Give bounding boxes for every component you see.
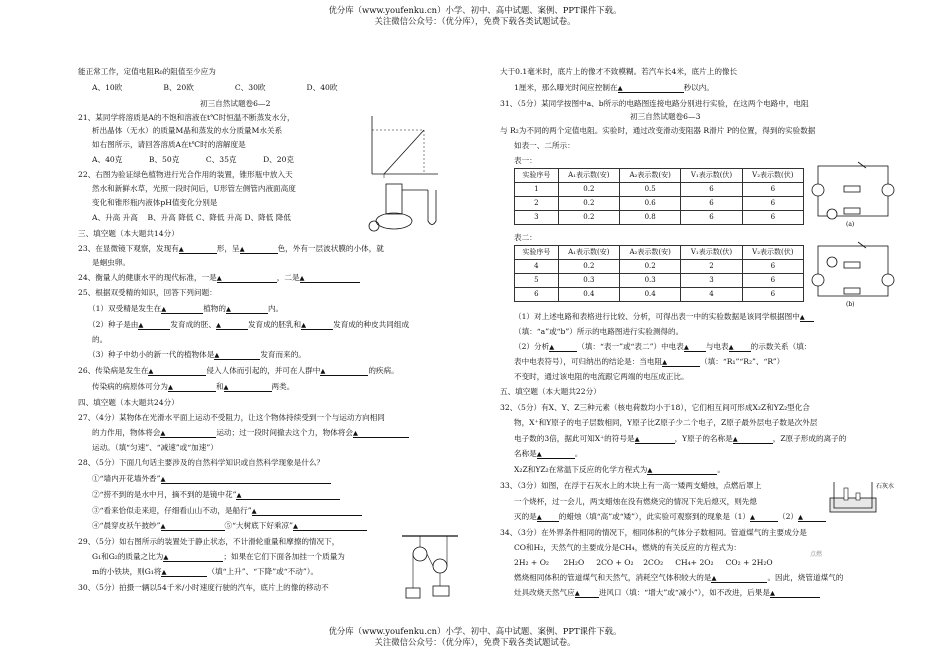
q29-text-d: m的小铁块，则G₁将 — [92, 567, 162, 576]
q31-2-text-d: 的示数关系（填： — [750, 342, 812, 351]
section-4-title: 四、填空题（本大题共24分） — [78, 398, 179, 407]
table-2-cell: 0.4 — [558, 288, 619, 302]
q31-2-line — [514, 342, 811, 352]
q23-text-b: 形，呈 — [216, 244, 240, 253]
q22-line-b: 然水和新鲜水草，光照一段时间后，U形管左侧管内液面高度 — [92, 184, 296, 193]
table-1-cell: 0.8 — [620, 211, 681, 225]
circuit-a-label: (a) — [846, 221, 855, 228]
q33-line-a: 33、（3分）如图，在浮于石灰水上的木块上有一高一矮两支蜡烛，点燃后罩上 — [500, 481, 762, 490]
q22-options: A、升高 升高 B、升高 降低 C、降低 升高 D、降低 降低 — [92, 213, 291, 222]
q25-3-blank[interactable]: ▲ — [214, 350, 260, 360]
table-1-header-cell: A₁表示数(安) — [558, 169, 619, 183]
q26-line-2 — [92, 382, 294, 392]
q23-text-c: 色，外有一层波状膜的小体，就 — [277, 244, 384, 253]
pulley-figure — [396, 532, 462, 608]
q32-text-h: X₂Z和YZ₂在常温下反应的化学方程式为 — [514, 465, 648, 474]
q33-line-c — [514, 512, 826, 522]
q25-3 — [88, 350, 306, 360]
q26-text-f: 两类。 — [271, 382, 295, 391]
table-1-header-cell: V₂表示数(伏) — [742, 169, 803, 183]
q31-line-b: 与 R₂为不同的两个定值电阻。实验时，通过改变滑动变阻器 R滑片 P的位置，得到的实验数据 — [500, 126, 816, 135]
q26-text-d: 传染病的病原体可分为 — [92, 382, 168, 391]
table-2-cell: 6 — [515, 288, 559, 302]
q33-text-c: 灭的是 — [514, 512, 537, 521]
data-table-2 — [514, 245, 804, 302]
table-2-header-cell: V₂表示数(伏) — [742, 246, 803, 260]
q26-blank-2[interactable]: ▲ — [320, 366, 368, 376]
q30-text-a: 1厘米，那么曝光时间应控制在 — [514, 83, 618, 92]
q22-line-c: 变化和锥形瓶内液体pH值变化分别是 — [92, 198, 218, 207]
q32-line-f — [514, 449, 582, 459]
q32-blank-3[interactable]: ▲ — [537, 449, 575, 459]
table-2-cell: 0.2 — [558, 260, 619, 274]
q24-text-b: ，二是 — [276, 273, 300, 282]
q23-line — [78, 244, 384, 254]
q33-blank-2[interactable]: ▲ — [750, 512, 778, 522]
table-2-row — [515, 274, 804, 288]
q29-blank-2[interactable]: ▲ — [161, 567, 207, 577]
page-number-2: 初三自然试题卷6—2 — [200, 99, 271, 108]
q32-line-a: 32、（5分）有X、Y、Z三种元素（核电荷数均小于18），它们相互间可形成X₂Z和YZ₂型化合 — [500, 403, 810, 412]
table-2-header-cell: A₁表示数(安) — [558, 246, 619, 260]
q28-2-blank[interactable]: ▲ — [236, 490, 340, 500]
table-2-row — [515, 260, 804, 274]
q29-text-c: ；如果在它们下面各加挂一个质量为 — [223, 552, 345, 561]
q24-text-a: 24、衡量人的健康水平的现代标准，一是 — [78, 273, 217, 282]
q25-title: 25、根据双受精的知识，回答下列问题： — [78, 288, 217, 297]
q25-1-text-c: 内。 — [267, 304, 284, 313]
q28-item-2 — [92, 490, 340, 500]
q32-line-h — [514, 465, 725, 475]
q27-text-c: 运动；过一段时间撤去这个力，物体将会 — [216, 428, 354, 437]
table-1-cell: 3 — [515, 211, 559, 225]
q24-blank-2[interactable]: ▲ — [300, 273, 360, 283]
q28-1-text: ①“墙内开花墙外香” — [92, 474, 161, 483]
table-1-row — [515, 197, 804, 211]
q27-blank-1[interactable]: ▲ — [160, 428, 216, 438]
table-2-cell: 6 — [742, 288, 803, 302]
circuit-figure-a — [808, 156, 898, 228]
q30-line: 30、（5分）拍摄一辆以54千米/小时速度行驶的汽车，底片上的像的移动不 — [78, 583, 329, 592]
q23-blank-2[interactable]: ▲ — [240, 244, 278, 254]
q31-1-blank[interactable]: ▲ — [800, 312, 814, 322]
q34-line-b: CO和H₂，天然气的主要成分是CH₄，燃烧的有关反应的方程式为： — [514, 543, 742, 552]
q32-text-i: 。 — [717, 465, 725, 474]
q26-blank-1[interactable]: ▲ — [148, 366, 206, 376]
data-table-1 — [514, 168, 804, 225]
table-1-cell: 6 — [742, 211, 803, 225]
q28-2-text: ②“捞不到的是水中月，摘不到的是镜中花” — [92, 490, 237, 499]
q34-text-e: 。因此，烧管道煤气的 — [767, 573, 844, 582]
q23-text-a: 23、在显微镜下观察，发现有 — [78, 244, 179, 253]
q34-line-d — [514, 573, 843, 583]
q29-text-b: G₁和G₂的质量之比为 — [92, 552, 164, 561]
footer-line-2: 关注微信公众号：（优分库），免费下载各类试题试卷。 — [374, 637, 576, 648]
ignite-label: 点燃 — [810, 551, 823, 558]
q34-equations: 2H₂ + O₂ 2H₂O 2CO + O₂ 2CO₂ CH₄+ 2O₂ CO₂ + 2H₂O — [514, 558, 773, 567]
q21-options: A、40克 B、50克 C、35克 D、20克 — [92, 155, 295, 164]
q25-2 — [88, 320, 409, 330]
table-1-cell: 0.2 — [558, 211, 619, 225]
header-line-2: 关注微信公众号：（优分库），免费下载各类试题试卷。 — [374, 16, 576, 27]
q32-blank-1[interactable]: ▲ — [635, 434, 675, 444]
table-1-cell: 0.5 — [620, 183, 681, 197]
q34-text-g: 进风口（填：“增大”或“减小”），如不改进，后果是 — [598, 588, 770, 597]
q21-line-c: 如右图所示，请回答溶质A在t℃时的溶解度是 — [92, 140, 246, 149]
q34-blank-2[interactable]: ▲ — [575, 588, 599, 598]
q25-3-text-a: （3）种子中幼小的新一代的植物体是 — [88, 350, 215, 359]
q26-blank-4[interactable]: ▲ — [224, 382, 272, 392]
candle-beaker-figure — [826, 478, 902, 514]
table-2-cell: 0.3 — [558, 274, 619, 288]
section-3-title: 三、填空题（本大题共14分） — [78, 229, 179, 238]
right-line-1: 大于0.1毫米时，底片上的像才不致模糊。若汽车长4米，底片上的像长 — [500, 67, 738, 76]
table-2-row — [515, 288, 804, 302]
table-1-header-cell: 实验序号 — [515, 169, 559, 183]
table-1-cell: 2 — [515, 197, 559, 211]
q27-line-a: 27、（4分）某物体在光滑水平面上运动不受阻力，让这个物体持续受到一个与运动方向相同 — [78, 413, 385, 422]
q28-5-blank[interactable]: ▲ — [293, 521, 367, 531]
table-1-cell: 0.6 — [620, 197, 681, 211]
table-1-header-cell: V₁表示数(伏) — [681, 169, 742, 183]
table-1-cell: 6 — [681, 197, 742, 211]
table-2-header-row — [515, 246, 804, 260]
q34-text-f: 灶具改烧天然气应 — [514, 588, 575, 597]
table-2-label: 表二： — [514, 233, 537, 242]
q25-3-text-b: 发育而来的。 — [260, 350, 306, 359]
q30-blank[interactable]: ▲ — [618, 83, 684, 93]
q31-2-text-a: （2）分析 — [514, 342, 550, 351]
q31-1-line-b: （填：“a”或“b”）所示的电路图进行实验测得的。 — [514, 327, 684, 336]
left-line-1: 能正常工作，定值电阻R₀的阻值至少应为 — [78, 67, 216, 76]
q31-2-line-g: 不变时，通过该电阻的电流跟它两端的电压成正比。 — [514, 372, 689, 381]
table-2-cell: 0.4 — [620, 288, 681, 302]
q30-text-b: 秒以内。 — [683, 83, 714, 92]
q34-blank-1[interactable]: ▲ — [711, 573, 767, 583]
q31-2-blank-2[interactable]: ▲ — [684, 342, 706, 352]
q26-line-1 — [78, 366, 399, 376]
q28-3-text: ③“看来恰似走来迎，仔细看山山不动，是船行” — [92, 506, 252, 515]
solubility-graph-figure — [362, 112, 442, 182]
table-1-header-cell: A₂表示数(安) — [620, 169, 681, 183]
q25-2-blank-2[interactable]: ▲ — [216, 320, 248, 330]
q31-2-text-e: 表中电表符号），可归纳出的结论是：当电阻 — [514, 357, 663, 366]
q32-text-g: 。 — [574, 449, 583, 458]
left-options-20: A、10欧 B、20欧 C、30欧 D、40欧 — [92, 83, 338, 92]
q25-2-text-a: （2）种子是由 — [88, 320, 139, 329]
q32-text-f: 名称是 — [514, 449, 537, 458]
table-1-cell: 0.2 — [558, 197, 619, 211]
q34-line-a: 34、（3分）在外界条件相同的情况下，相同体积的气体分子数相同。管道煤气的主要成分是 — [500, 528, 807, 537]
q25-1-text-a: （1）双受精是发生在 — [88, 304, 162, 313]
q24-line — [78, 273, 360, 283]
q31-1-line — [514, 312, 814, 322]
table-1-header-row — [515, 169, 804, 183]
q34-text-d: 燃烧相同体积的管道煤气和天然气，消耗空气体积较大的是 — [514, 573, 712, 582]
q29-line-a: 29、（5分）如右图所示的装置处于静止状态，不计滑轮重量和摩擦的情况下， — [78, 537, 340, 546]
table-1-cell: 6 — [681, 183, 742, 197]
q31-2-blank-4[interactable]: ▲ — [662, 357, 700, 367]
q34-blank-3[interactable]: ▲ — [770, 588, 820, 598]
table-2-cell: 4 — [681, 288, 742, 302]
circuit-b-label: (b) — [846, 301, 855, 308]
q26-text-c: 的疾病。 — [368, 366, 399, 375]
candle-figure-label: 石灰水 — [876, 483, 895, 490]
q25-1-text-b: 植物的 — [203, 304, 226, 313]
q28-item-3 — [92, 506, 362, 516]
circuit-figure-b — [808, 236, 898, 308]
table-2-header-cell: A₂表示数(安) — [620, 246, 681, 260]
q26-text-e: 和 — [215, 382, 224, 391]
table-1-cell: 1 — [515, 183, 559, 197]
q28-title: 28、（5分）下面几句话主要涉及的自然科学知识或自然科学现象是什么？ — [78, 458, 325, 467]
table-2-cell: 4 — [515, 260, 559, 274]
q32-text-d: ，Y原子的名称是 — [674, 434, 733, 443]
q28-item-1 — [92, 474, 331, 484]
footer-line-1: 优分库（www.youfenku.cn）小学、初中、高中试题、案例、PPT课件下载。 — [328, 626, 622, 636]
q32-line-c — [514, 434, 846, 444]
q25-2-text-c: 发育成的胚乳和 — [247, 320, 302, 329]
q23-blank-1[interactable]: ▲ — [179, 244, 217, 254]
q22-line-a: 22、右图为验证绿色植物进行光合作用的装置，锥形瓶中放入天 — [78, 170, 293, 179]
table-2-cell: 6 — [742, 274, 803, 288]
q32-blank-4[interactable]: ▲ — [647, 465, 717, 475]
table-2-cell: 6 — [742, 260, 803, 274]
table-2-cell: 0.3 — [620, 274, 681, 288]
q29-text-e: （填“上升”、“下降”或“不动”）。 — [207, 567, 319, 576]
q25-1-blank-1[interactable]: ▲ — [161, 304, 203, 314]
q31-line-c: 如表一、二所示： — [514, 141, 575, 150]
table-2-cell: 5 — [515, 274, 559, 288]
q29-blank-1[interactable]: ▲ — [163, 552, 223, 562]
q25-1 — [88, 304, 283, 314]
q31-1-text-a: （1）对上述电路和表格进行比较、分析，可得出表一中的实验数据是该同学根据图中 — [514, 312, 800, 321]
q31-2-blank-3[interactable]: ▲ — [729, 342, 751, 352]
q29-line-b — [92, 552, 345, 562]
q33-blank-3[interactable]: ▲ — [798, 512, 826, 522]
q28-item-4 — [92, 521, 367, 531]
q27-blank-2[interactable]: ▲ — [353, 428, 409, 438]
table-1-cell: 6 — [681, 211, 742, 225]
q23-line-d: 是蛔虫卵。 — [92, 258, 130, 267]
q25-2-blank-3[interactable]: ▲ — [301, 320, 333, 330]
q25-2-text-b: 发育成的胚、 — [170, 320, 216, 329]
q31-line-a: 31、（5分）某同学按图中a、b所示的电路图连接电路分别进行实验，在这两个电路中，电阻 — [500, 99, 809, 108]
photosynthesis-apparatus-figure — [366, 176, 466, 236]
q32-blank-2[interactable]: ▲ — [733, 434, 773, 444]
q31-2-text-f: （填：“R₁”“R₂”、“R”） — [700, 357, 785, 366]
q28-3-blank[interactable]: ▲ — [252, 506, 362, 516]
q25-2-blank-1[interactable]: ▲ — [138, 320, 170, 330]
q26-text-a: 26、传染病是发生在 — [78, 366, 149, 375]
table-2-header-cell: 实验序号 — [515, 246, 559, 260]
table-1-cell: 6 — [742, 197, 803, 211]
q27-text-b: 的力作用，物体将会 — [92, 428, 161, 437]
table-1-row — [515, 211, 804, 225]
table-1-cell: 0.2 — [558, 183, 619, 197]
q28-4-text: ④“晨穿皮袄午披纱” — [92, 521, 161, 530]
q24-blank-1[interactable]: ▲ — [217, 273, 277, 283]
q28-1-blank[interactable]: ▲ — [161, 474, 331, 484]
q31-2-text-c: 与电表 — [705, 342, 729, 351]
q21-line-b: 析出晶体（无水）的质量M晶和蒸发的水分质量M水关系 — [92, 126, 283, 135]
table-2-cell: 3 — [681, 274, 742, 288]
q27-line-d: 运动。（填“匀速”、“减速”或“加速”） — [92, 443, 218, 452]
q33-line-b: 一个烧杯，过一会儿，两支蜡烛在没有燃烧完的情况下先后熄灭，则先熄 — [514, 497, 757, 506]
q31-2-line-e — [514, 357, 784, 367]
q26-blank-3[interactable]: ▲ — [168, 382, 216, 392]
q29-line-d — [92, 567, 318, 577]
q33-text-e: （2） — [778, 512, 799, 521]
q28-5-text: ⑤“大树底下好乘凉” — [224, 521, 294, 530]
table-1-row — [515, 183, 804, 197]
table-2-cell: 2 — [681, 260, 742, 274]
header-line-1: 优分库（www.youfenku.cn）小学、初中、高中试题、案例、PPT课件下载。 — [328, 5, 622, 15]
q26-text-b: 侵入人体而引起的，并可在人群中 — [206, 366, 321, 375]
q34-line-f — [514, 588, 820, 598]
q32-text-e: ，Z原子形成的离子的 — [772, 434, 847, 443]
right-line-2 — [514, 83, 714, 93]
q32-line-b: 物，X⁺和Y原子的电子层数相同，Y原子比Z原子少二个电子，Z原子最外层电子数是次外层 — [514, 418, 818, 427]
q31-2-blank-1[interactable]: ▲ — [549, 342, 577, 352]
section-5-title: 五、填空题（本大题共22分） — [500, 387, 601, 396]
q32-text-c: 电子数的3倍，据此可知X⁺的符号是 — [514, 434, 635, 443]
table-1-cell: 6 — [742, 183, 803, 197]
q25-2-text-d: 发育成的种皮共同组成 — [333, 320, 410, 329]
q28-4-blank[interactable]: ▲ — [161, 521, 225, 531]
q25-2-line-e: 的。 — [92, 335, 108, 344]
q21-line-a: 21、某同学将溶质是A的不饱和溶液在t℃时恒温不断蒸发水分， — [78, 113, 295, 122]
page-number-3: 初三自然试题卷6—3 — [630, 112, 701, 121]
table-2-cell: 0.2 — [620, 260, 681, 274]
q33-blank-1[interactable]: ▲ — [537, 512, 559, 522]
q31-2-text-b: （填：“表一”或“表二”）中电表 — [577, 342, 684, 351]
q27-line-b — [92, 428, 409, 438]
q25-1-blank-2[interactable]: ▲ — [226, 304, 268, 314]
q33-text-d: 的蜡烛（填“高”或“矮”），此实验可观察到的现象是（1） — [558, 512, 750, 521]
table-2-header-cell: V₁表示数(伏) — [681, 246, 742, 260]
table-1-label: 表一： — [514, 156, 537, 165]
